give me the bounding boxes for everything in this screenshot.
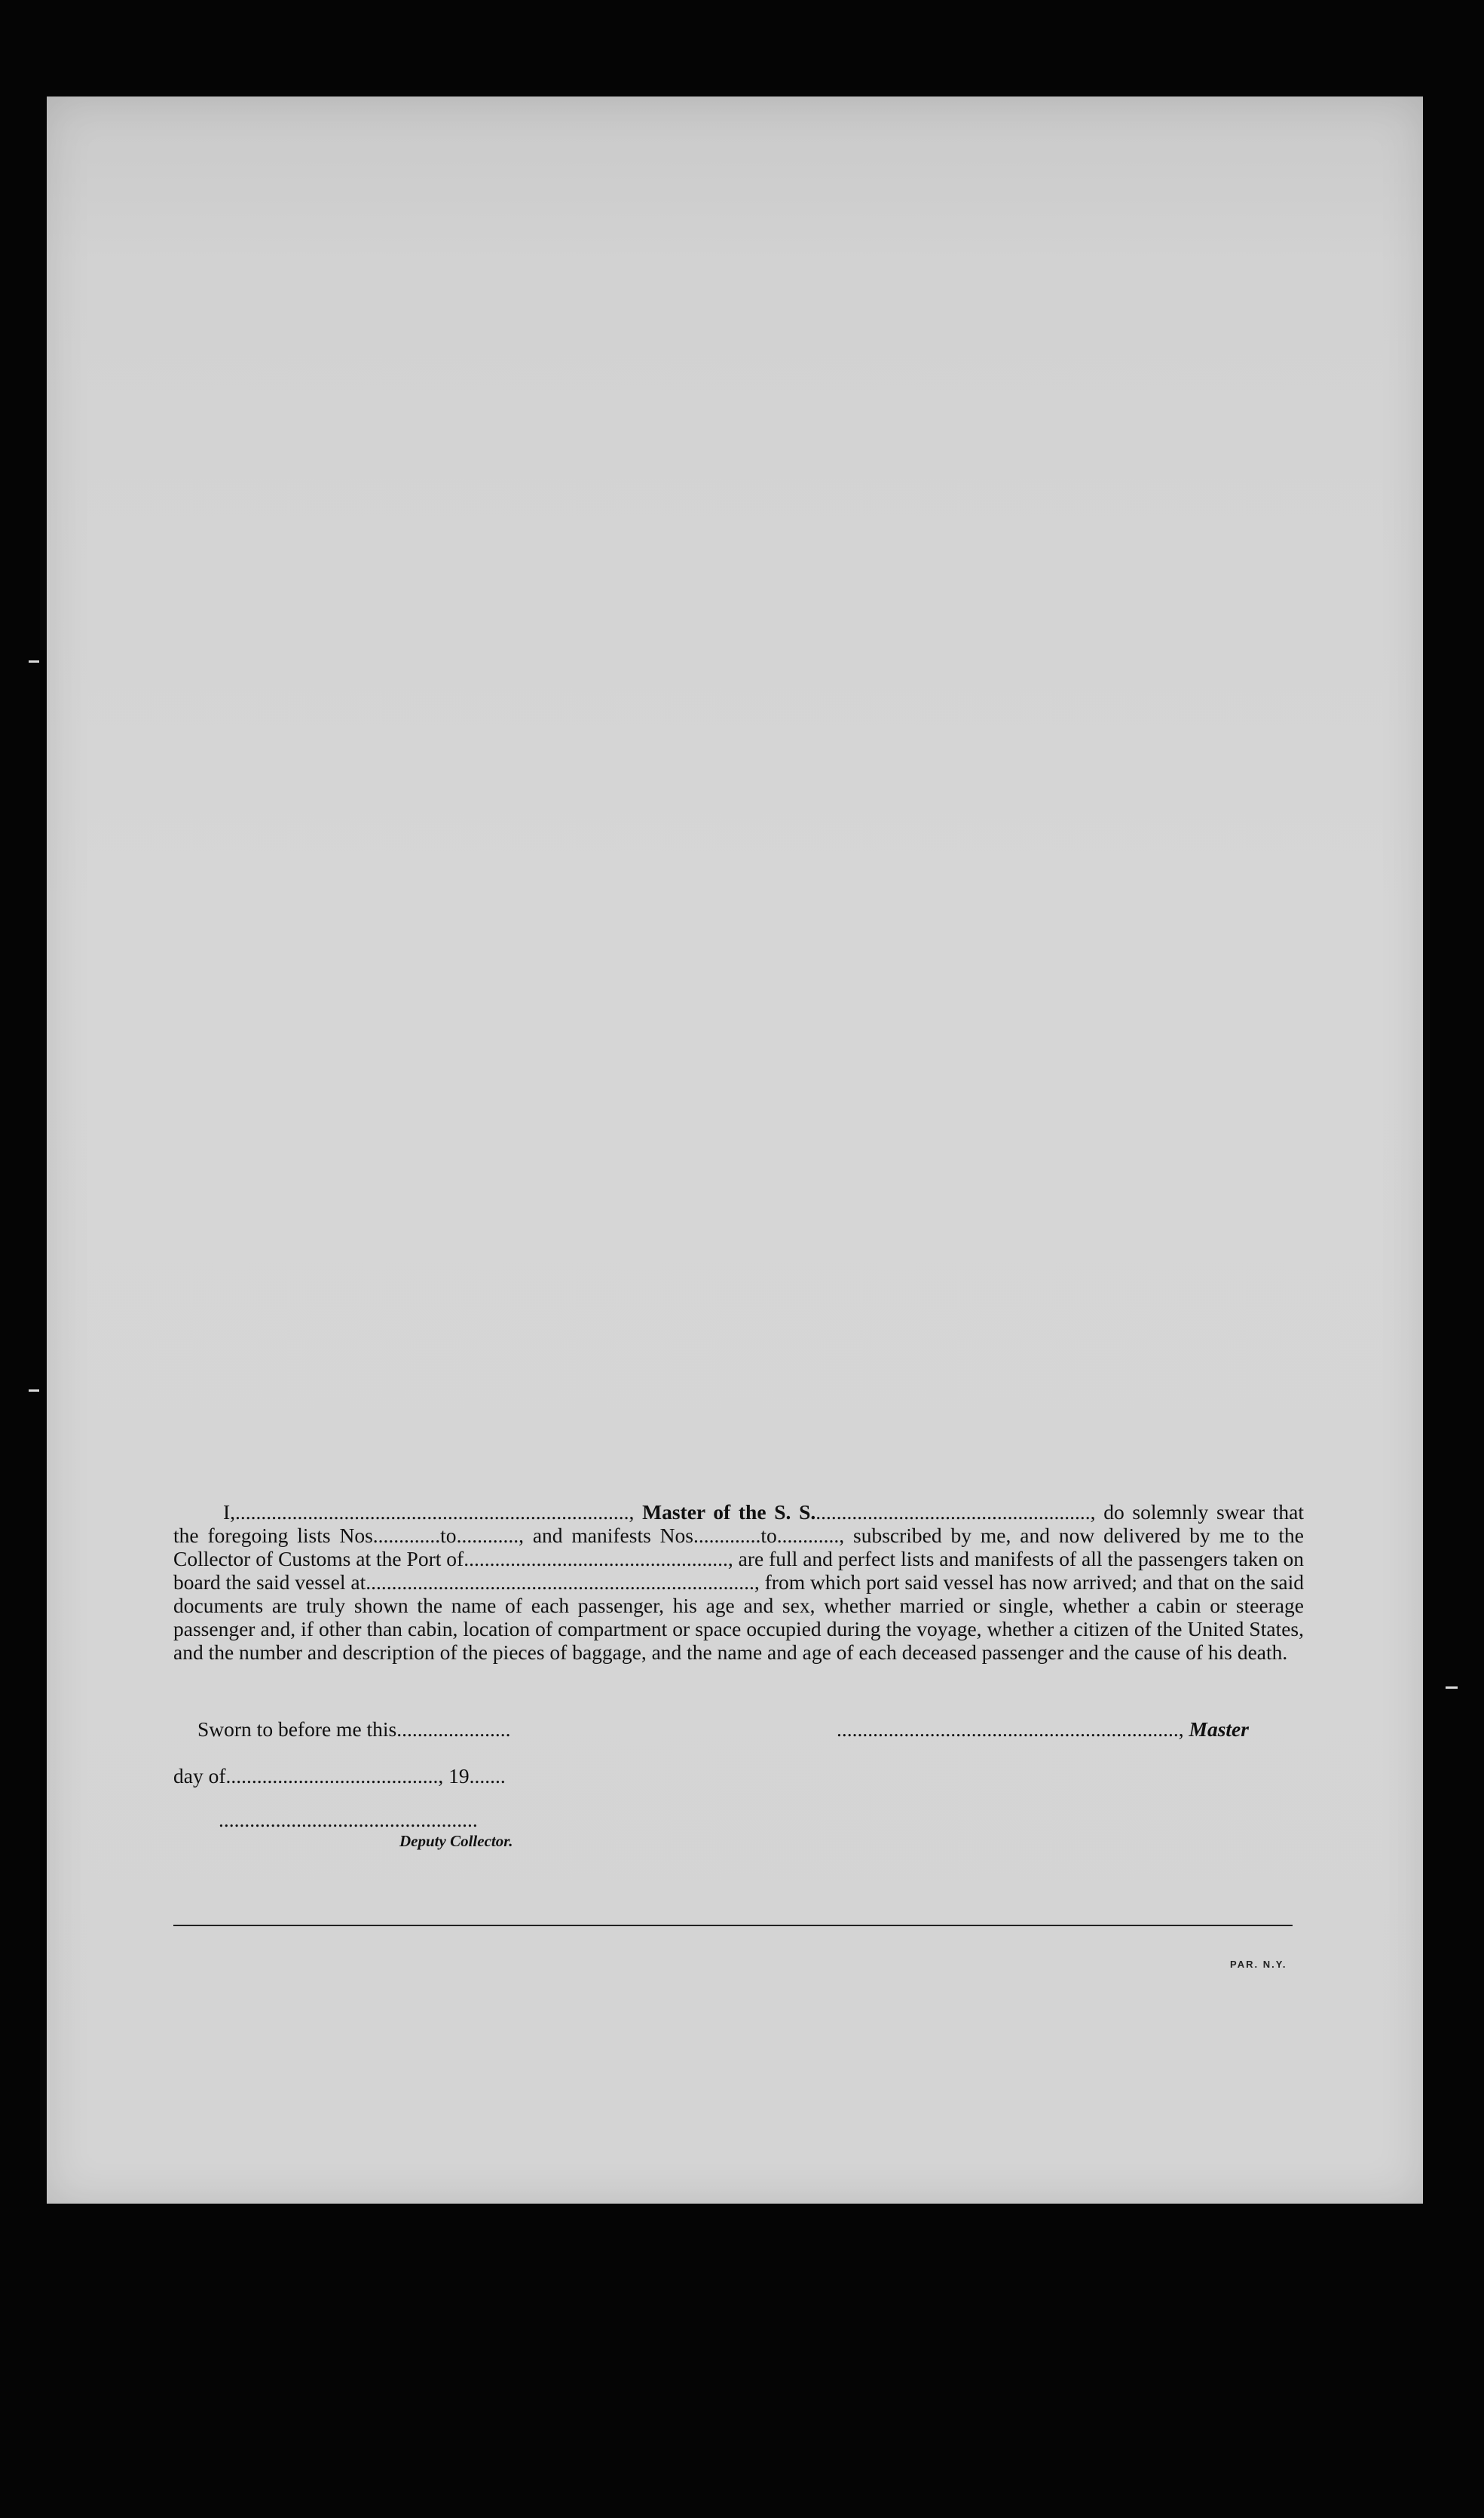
manifests-to-blank: ............ [776,1524,840,1547]
sworn-date-blank: ...................... [396,1717,511,1741]
oath-text: , [629,1500,643,1524]
printer-mark: PAR. N.Y. [1230,1959,1287,1970]
port-blank: ................................................... [464,1547,728,1570]
year-prefix: , 19 [438,1764,470,1787]
master-signature-comma: , [1178,1717,1189,1741]
deputy-signature-blank: .................................................. [219,1808,478,1831]
month-blank: ......................................... [225,1764,439,1787]
master-name-blank: ............................................................................ [235,1500,629,1524]
day-of-line [173,1764,506,1788]
lists-to-blank: ............ [456,1524,519,1547]
edge-mark [1446,1686,1458,1689]
year-blank: ....... [469,1764,506,1787]
oath-text: to [440,1524,457,1547]
master-signature-label: Master [1189,1717,1249,1741]
sworn-label: Sworn to before me this [197,1717,397,1741]
manifest-page [47,96,1423,2204]
oath-text: I, [223,1500,236,1524]
master-signature-blank: .................................................................. [837,1717,1179,1741]
oath-text: , subscribed by me, and now delivered by me to the Collector of Customs at the Port of [173,1524,1304,1570]
ship-name-blank: ..................................................... [815,1500,1091,1524]
sworn-line [197,1717,511,1741]
departure-port-blank: ........................................................................... [366,1570,754,1594]
oath-text: , from which port said vessel has now arrived; and that on the said documents are truly shown the name of each passenger, his age and sex, whether married or single, whether a cabin or steerage passenger and, if other than cabin, location of compartment or space occupied during the voyage, whether a citizen of the United States, and the number and description of the pieces of baggage, and the name and age of each deceased passenger and the cause of his death. [173,1570,1304,1664]
oath-paragraph [173,1500,1304,1664]
day-of-label: day of [173,1764,226,1787]
oath-text: , and manifests Nos [519,1524,693,1547]
lists-from-blank: ............. [372,1524,441,1547]
horizontal-rule [173,1925,1293,1926]
edge-mark [29,1389,39,1392]
manifests-from-blank: ............. [693,1524,761,1547]
oath-text: to [760,1524,777,1547]
oath-text: , are full and perfect lists and manifests of all the passengers taken on board the said vessel at [173,1547,1304,1594]
master-of-ss-label: Master of the S. S. [642,1500,816,1524]
master-signature-line [837,1717,1249,1741]
oath-text: , do solemnly swear that the foregoing lists Nos [173,1500,1304,1547]
deputy-collector-label: Deputy Collector. [399,1832,513,1850]
edge-mark [29,660,39,663]
